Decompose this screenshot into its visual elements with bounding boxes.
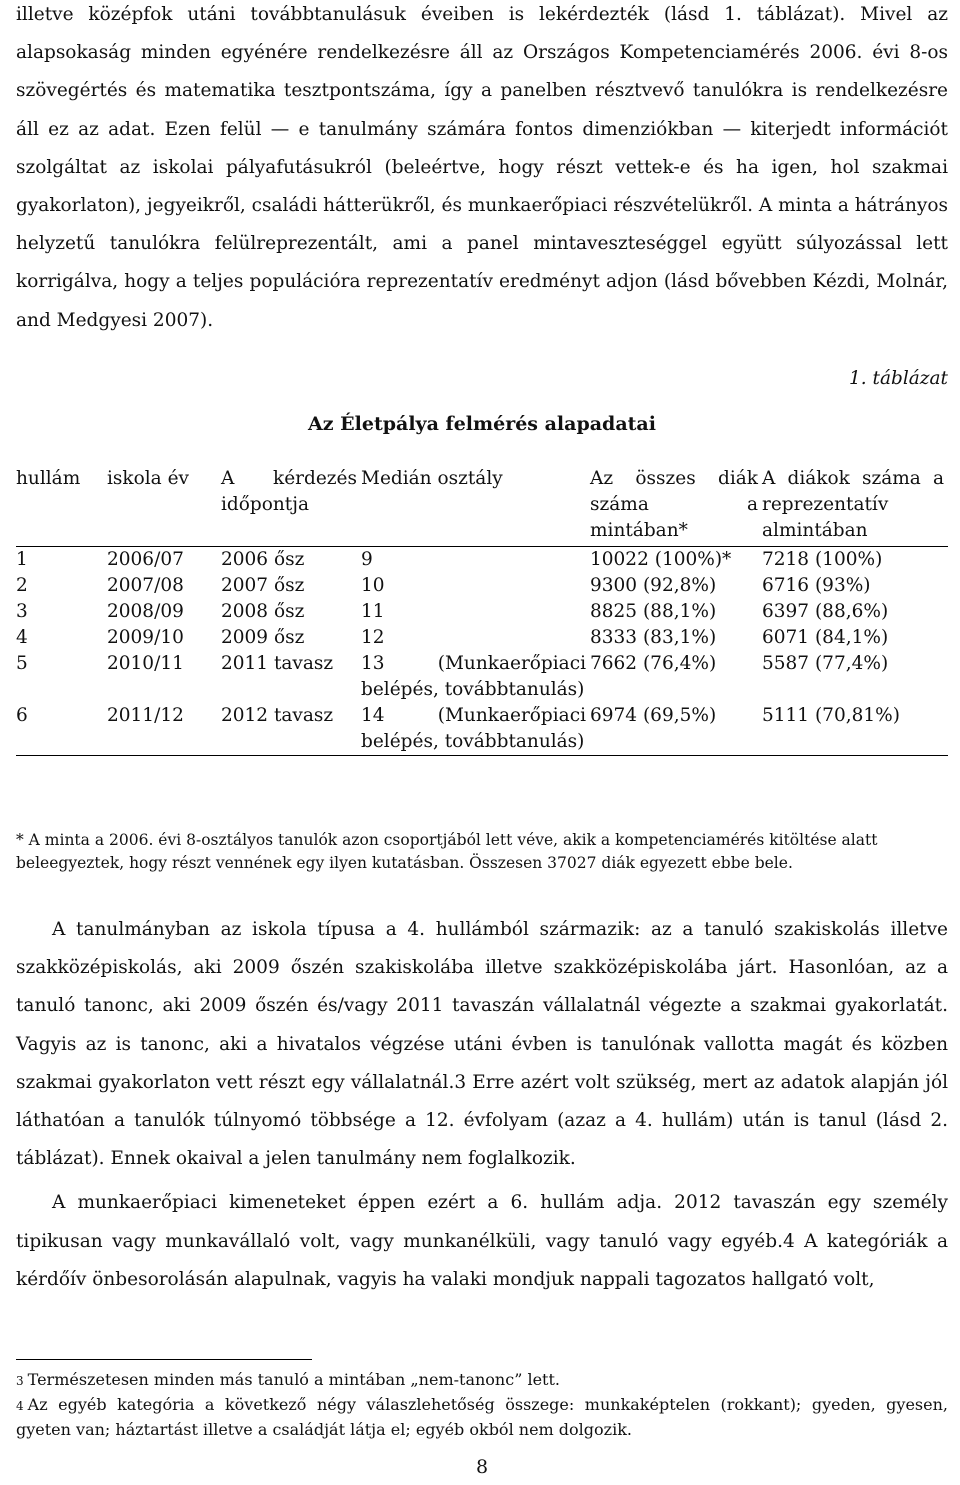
body-paragraph: A munkaerőpiaci kimeneteket éppen ezért a 6. hullám adja. 2012 tavaszán egy személy tipikusan vagy munkavállaló volt, vagy munkanélküli, vagy tanuló vagy egyéb.4 A kategóriák a kérdőív önbesorolásán alapulnak, vagyis ha valaki mondjuk nappali tagozatos hallgató volt, <box>16 1192 948 1290</box>
table-row <box>16 547 948 574</box>
table-row <box>16 625 948 651</box>
footnote-number: 3 <box>16 1374 24 1388</box>
table-cell: 2009/10 <box>107 627 184 648</box>
table-cell: 12 <box>361 627 385 648</box>
footnote-number: 4 <box>16 1399 24 1413</box>
intro-paragraph: illetve középfok utáni továbbtanulásuk éveiben is lekérdezték (lásd 1. táblázat). Mivel az alapsokaság minden egyénére rendelkezésre áll az Országos Kompetenciamérés 2006. évi 8-os szövegértés és matematika tesztpontszáma, így a panelben résztvevő tanulókra is rendelkezésre áll ez az adat. Ezen felül — e tanulmány számára fontos dimenziókban — kiterjedt információt szolgáltat az iskolai pályafutásukról (beleértve, hogy részt vettek-e és ha igen, hol szakmai gyakorlaton), jegyeikről, családi hátterükről, és munkaerőpiaci részvételükről. A minta a hátrányos helyzetű tanulókra felülreprezentált, ami a panel mintaveszteséggel együtt súlyozással lett korrigálva, hogy a teljes populációra reprezentatív eredményt adjon (lásd bővebben Kézdi, Molnár, and Medgyesi 2007). <box>16 4 948 331</box>
table-cell: 5587 (77,4%) <box>762 653 889 674</box>
table-cell: 2006 ősz <box>221 549 305 570</box>
table-cell: 8333 (83,1%) <box>590 627 717 648</box>
table-cell: 9 <box>361 549 373 570</box>
table-cell: 9300 (92,8%) <box>590 575 717 596</box>
table-header-row <box>16 464 948 547</box>
body-text <box>16 911 948 1299</box>
table-cell: 2011 tavasz <box>221 653 334 674</box>
footnotes <box>16 1368 948 1442</box>
table-cell: 13 (Munkaerőpiaci belépés, továbbtanulás) <box>361 653 586 700</box>
table-cell: 6397 (88,6%) <box>762 601 889 622</box>
footnote-text: Az egyéb kategória a következő négy válaszlehetőség összege: munkaképtelen (rokkant); gyeden, gyesen, gyeten van; háztartást illetve a családját látja el; egyéb okból nem dolgozik. <box>16 1395 948 1439</box>
data-table <box>16 464 948 756</box>
table-cell: 2007 ősz <box>221 575 305 596</box>
table-cell: 2006/07 <box>107 549 184 570</box>
column-header: iskola év <box>107 464 221 547</box>
table-cell: 2009 ősz <box>221 627 305 648</box>
table-row <box>16 599 948 625</box>
table-cell: 2007/08 <box>107 575 184 596</box>
table-cell: 2010/11 <box>107 653 184 674</box>
table-cell: 2 <box>16 575 28 596</box>
table-cell: 2008 ősz <box>221 601 305 622</box>
column-header: Medián osztály <box>361 464 590 547</box>
table-cell: 2008/09 <box>107 601 184 622</box>
table-cell: 1 <box>16 549 28 570</box>
table-cell: 3 <box>16 601 28 622</box>
table-cell: 10022 (100%)* <box>590 549 732 570</box>
table-cell: 4 <box>16 627 28 648</box>
column-header: hullám <box>16 464 107 547</box>
table-row <box>16 703 948 756</box>
table-cell: 10 <box>361 575 385 596</box>
table-cell: 5 <box>16 653 28 674</box>
table-cell: 6 <box>16 703 107 756</box>
table-cell: 6716 (93%) <box>762 575 871 596</box>
table-cell: 8825 (88,1%) <box>590 601 717 622</box>
footnote-text: Természetesen minden más tanuló a mintában „nem-tanonc” lett. <box>27 1370 560 1389</box>
body-paragraph: A tanulmányban az iskola típusa a 4. hullámból származik: az a tanuló szakiskolás illetve szakközépiskolás, aki 2009 őszén szakiskolába illetve szakközépiskolába járt. Hasonlóan, az a tanuló tanonc, aki 2009 őszén és/vagy 2011 tavaszán vállalatnál végezte a szakmai gyakorlatát. Vagyis az is tanonc, aki a hivatalos végzése utáni évben is tanulónak vallotta magát és közben szakmai gyakorlaton vett részt egy vállalatnál.3 Erre azért volt szükség, mert az adatok alapján jól láthatóan a tanulók túlnyomó többsége a 12. évfolyam (azaz a 4. hullám) után is tanul (lásd 2. táblázat). Ennek okaival a jelen tanulmány nem foglalkozik. <box>16 919 948 1170</box>
table-row <box>16 573 948 599</box>
column-header: Az összes diák száma a mintában* <box>590 464 762 547</box>
footnote <box>16 1368 948 1393</box>
table-cell: 6071 (84,1%) <box>762 627 889 648</box>
table-cell: 2011/12 <box>107 703 221 756</box>
table-title: Az Életpálya felmérés alapadatai <box>308 413 656 435</box>
table-cell: 11 <box>361 601 385 622</box>
page-number: 8 <box>475 1456 489 1478</box>
column-header: A diákok száma a reprezentatív almintában <box>762 464 948 547</box>
table-label: 1. táblázat <box>849 368 948 389</box>
table-cell: 14 (Munkaerőpiaci belépés, továbbtanulás) <box>361 703 590 756</box>
table-cell: 7218 (100%) <box>762 549 883 570</box>
footnote <box>16 1393 948 1442</box>
table-row <box>16 651 948 703</box>
table-note: * A minta a 2006. évi 8-osztályos tanulók azon csoportjából lett véve, akik a kompetenciamérés kitöltése alatt beleegyeztek, hogy részt vennének egy ilyen kutatásban. Összesen 37027 diák egyezett ebbe bele. <box>16 831 878 872</box>
table-cell: 6974 (69,5%) <box>590 703 762 756</box>
table-cell: 2012 tavasz <box>221 703 361 756</box>
table-cell: 7662 (76,4%) <box>590 653 717 674</box>
table-cell: 5111 (70,81%) <box>762 703 948 756</box>
footnote-separator <box>16 1359 312 1360</box>
column-header: A kérdezés időpontja <box>221 464 361 547</box>
